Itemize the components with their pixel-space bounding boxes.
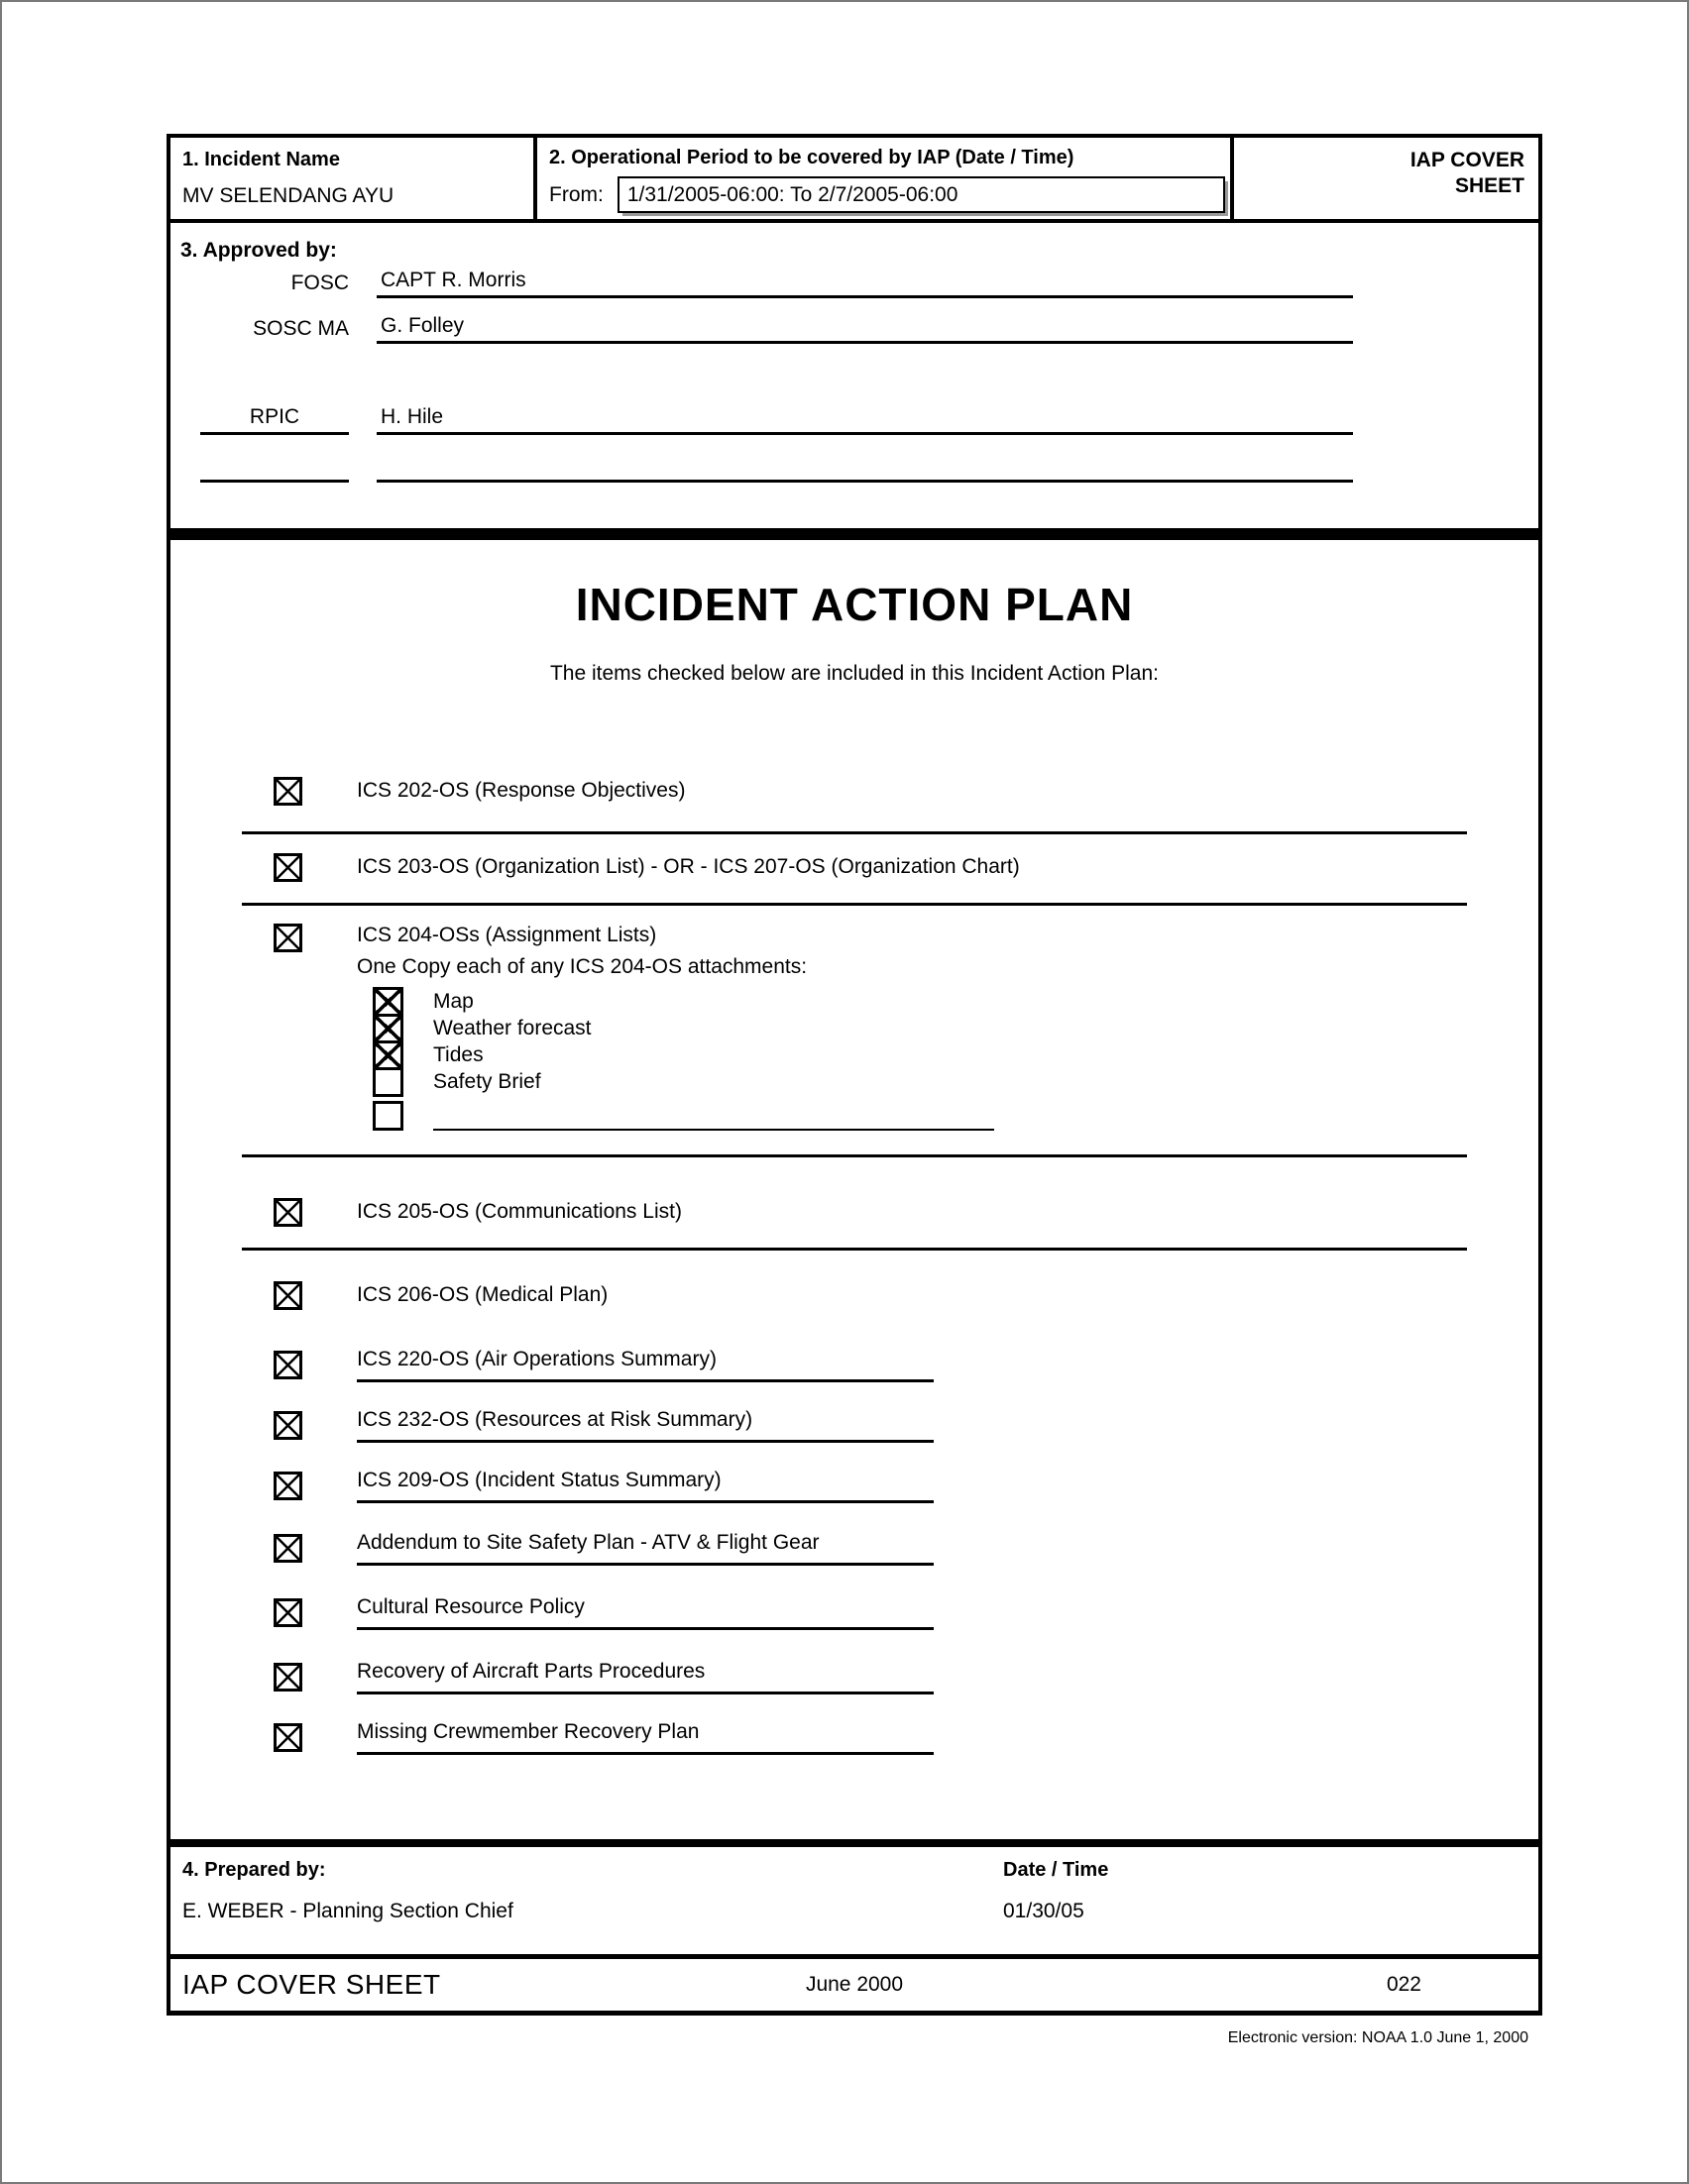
- date-time-label: Date / Time: [1003, 1859, 1109, 1881]
- separator-line: [242, 1248, 1467, 1251]
- checklist-item-label: Missing Crewmember Recovery Plan: [357, 1720, 934, 1755]
- signature-name-rpic[interactable]: H. Hile: [377, 405, 1353, 435]
- checkbox-missing-crewmember-plan-icon[interactable]: [274, 1723, 302, 1752]
- checklist-item-ics-205: [274, 1198, 1538, 1227]
- checkbox-ics-205-icon[interactable]: [274, 1198, 302, 1227]
- attachment-row-blank: [373, 1101, 1538, 1131]
- checklist-item-label: Addendum to Site Safety Plan - ATV & Flight Gear: [357, 1531, 934, 1566]
- signature-role-blank: [200, 477, 349, 483]
- checklist-item-ics-232: [274, 1408, 1538, 1443]
- prepared-by-name: E. WEBER - Planning Section Chief: [182, 1900, 513, 1922]
- signature-name-fosc[interactable]: CAPT R. Morris: [377, 269, 1353, 298]
- prepared-by-values-row: [182, 1900, 1538, 1923]
- checklist-item-label: Recovery of Aircraft Parts Procedures: [357, 1660, 934, 1694]
- checkbox-ics-203-icon[interactable]: [274, 853, 302, 882]
- prepared-by-section: [167, 1847, 1542, 1959]
- checkbox-cultural-resource-policy-icon[interactable]: [274, 1598, 302, 1627]
- checkbox-ics-204-icon[interactable]: [274, 924, 302, 952]
- signature-row-sosc: [170, 314, 1538, 344]
- incident-name-value: MV SELENDANG AYU: [182, 184, 394, 207]
- incident-name-cell: [170, 138, 537, 219]
- operational-period-label: 2. Operational Period to be covered by IAP (Date / Time): [549, 147, 1074, 168]
- checklist-item-note: One Copy each of any ICS 204-OS attachments:: [357, 954, 808, 978]
- footer-form-date: June 2000: [805, 1973, 904, 1996]
- checklist-item-label: ICS 205-OS (Communications List): [357, 1200, 682, 1224]
- signature-role-fosc: FOSC: [290, 272, 349, 294]
- from-label: From:: [549, 182, 604, 206]
- attachment-row-tides: [373, 1040, 1538, 1070]
- checkbox-site-safety-addendum-icon[interactable]: [274, 1534, 302, 1563]
- operational-period-input[interactable]: 1/31/2005-06:00: To 2/7/2005-06:00: [618, 176, 1225, 213]
- attachment-label: Map: [433, 989, 474, 1013]
- prepared-by-header-row: [182, 1859, 1538, 1882]
- checkbox-blank-icon[interactable]: [373, 1101, 403, 1131]
- checkbox-tides-icon[interactable]: [373, 1040, 403, 1070]
- page-title: INCIDENT ACTION PLAN: [575, 579, 1134, 630]
- checklist-item-label: ICS 206-OS (Medical Plan): [357, 1283, 609, 1307]
- checklist-item-ics-209: [274, 1469, 1538, 1503]
- incident-name-label: 1. Incident Name: [182, 149, 340, 170]
- checklist-item-label: [357, 924, 807, 979]
- checklist-item-label: ICS 202-OS (Response Objectives): [357, 779, 686, 803]
- prepared-by-label: 4. Prepared by:: [182, 1859, 326, 1881]
- footer-form-name: IAP COVER SHEET: [182, 1969, 441, 2000]
- checklist-item-label: ICS 203-OS (Organization List) - OR - ICS 207-OS (Organization Chart): [357, 855, 1020, 879]
- attachment-label: Weather forecast: [433, 1016, 592, 1039]
- prepared-date-value: 01/30/05: [1003, 1900, 1084, 1922]
- attachment-row-map: [373, 987, 1538, 1017]
- approved-by-section: [167, 223, 1542, 532]
- checklist-item-cultural-resource-policy: [274, 1595, 1538, 1630]
- checklist-item-missing-crewmember-plan: [274, 1720, 1538, 1755]
- footer-row: [167, 1959, 1542, 2016]
- signature-row-blank: [170, 455, 1538, 483]
- checklist-item-ics-204: [274, 924, 1538, 979]
- checklist-item-ics-220: [274, 1348, 1538, 1382]
- signature-role-rpic: RPIC: [200, 405, 349, 435]
- signature-role-sosc: SOSC MA: [253, 317, 349, 340]
- checklist-section: [167, 532, 1542, 1847]
- checklist-item-title: ICS 204-OSs (Assignment Lists): [357, 923, 657, 946]
- checklist-item-label: Cultural Resource Policy: [357, 1595, 934, 1630]
- checkbox-ics-232-icon[interactable]: [274, 1411, 302, 1440]
- iap-cover-sheet-form: [167, 134, 1542, 2047]
- signature-name-blank[interactable]: [377, 455, 1353, 483]
- attachment-label: Tides: [433, 1042, 484, 1066]
- separator-line: [242, 1154, 1467, 1157]
- checkbox-weather-icon[interactable]: [373, 1014, 403, 1043]
- signature-row-fosc: [170, 269, 1538, 298]
- checkbox-ics-220-icon[interactable]: [274, 1351, 302, 1379]
- approved-by-label: 3. Approved by:: [180, 239, 337, 262]
- operational-period-from-row: [549, 176, 1230, 213]
- checklist-item-site-safety-addendum: [274, 1531, 1538, 1566]
- sheet-name-cell: [1234, 138, 1538, 219]
- checklist-item-label: ICS 232-OS (Resources at Risk Summary): [357, 1408, 934, 1443]
- separator-line: [242, 831, 1467, 834]
- attachment-list: [373, 987, 1538, 1131]
- checkbox-ics-206-icon[interactable]: [274, 1281, 302, 1310]
- attachment-label: Safety Brief: [433, 1069, 541, 1093]
- attachment-blank-write-in-line[interactable]: [433, 1107, 994, 1131]
- checklist-item-label: ICS 209-OS (Incident Status Summary): [357, 1469, 934, 1503]
- checkbox-safety-brief-icon[interactable]: [373, 1067, 403, 1097]
- separator-line: [242, 903, 1467, 906]
- signature-row-rpic: [170, 405, 1538, 435]
- checklist-item-ics-203: [274, 853, 1538, 882]
- checkbox-ics-202-icon[interactable]: [274, 777, 302, 806]
- checklist-item-ics-202: [274, 777, 1538, 806]
- signature-name-sosc[interactable]: G. Folley: [377, 314, 1353, 344]
- checkbox-aircraft-parts-recovery-icon[interactable]: [274, 1663, 302, 1692]
- footer-page-number: 022: [1386, 1973, 1421, 1996]
- checkbox-ics-209-icon[interactable]: [274, 1472, 302, 1500]
- checkbox-map-icon[interactable]: [373, 987, 403, 1017]
- attachment-row-weather: [373, 1014, 1538, 1043]
- checklist-item-aircraft-parts-recovery: [274, 1660, 1538, 1694]
- sheet-name-title: IAP COVER SHEET: [1409, 149, 1524, 197]
- checklist-item-label: ICS 220-OS (Air Operations Summary): [357, 1348, 934, 1382]
- page-subtitle: The items checked below are included in this Incident Action Plan:: [549, 661, 1159, 685]
- electronic-version-note: Electronic version: NOAA 1.0 June 1, 2000: [1227, 2029, 1528, 2046]
- header-row: [167, 134, 1542, 223]
- operational-period-cell: [537, 138, 1234, 219]
- attachment-row-safety-brief: [373, 1067, 1538, 1097]
- checklist-item-ics-206: [274, 1281, 1538, 1310]
